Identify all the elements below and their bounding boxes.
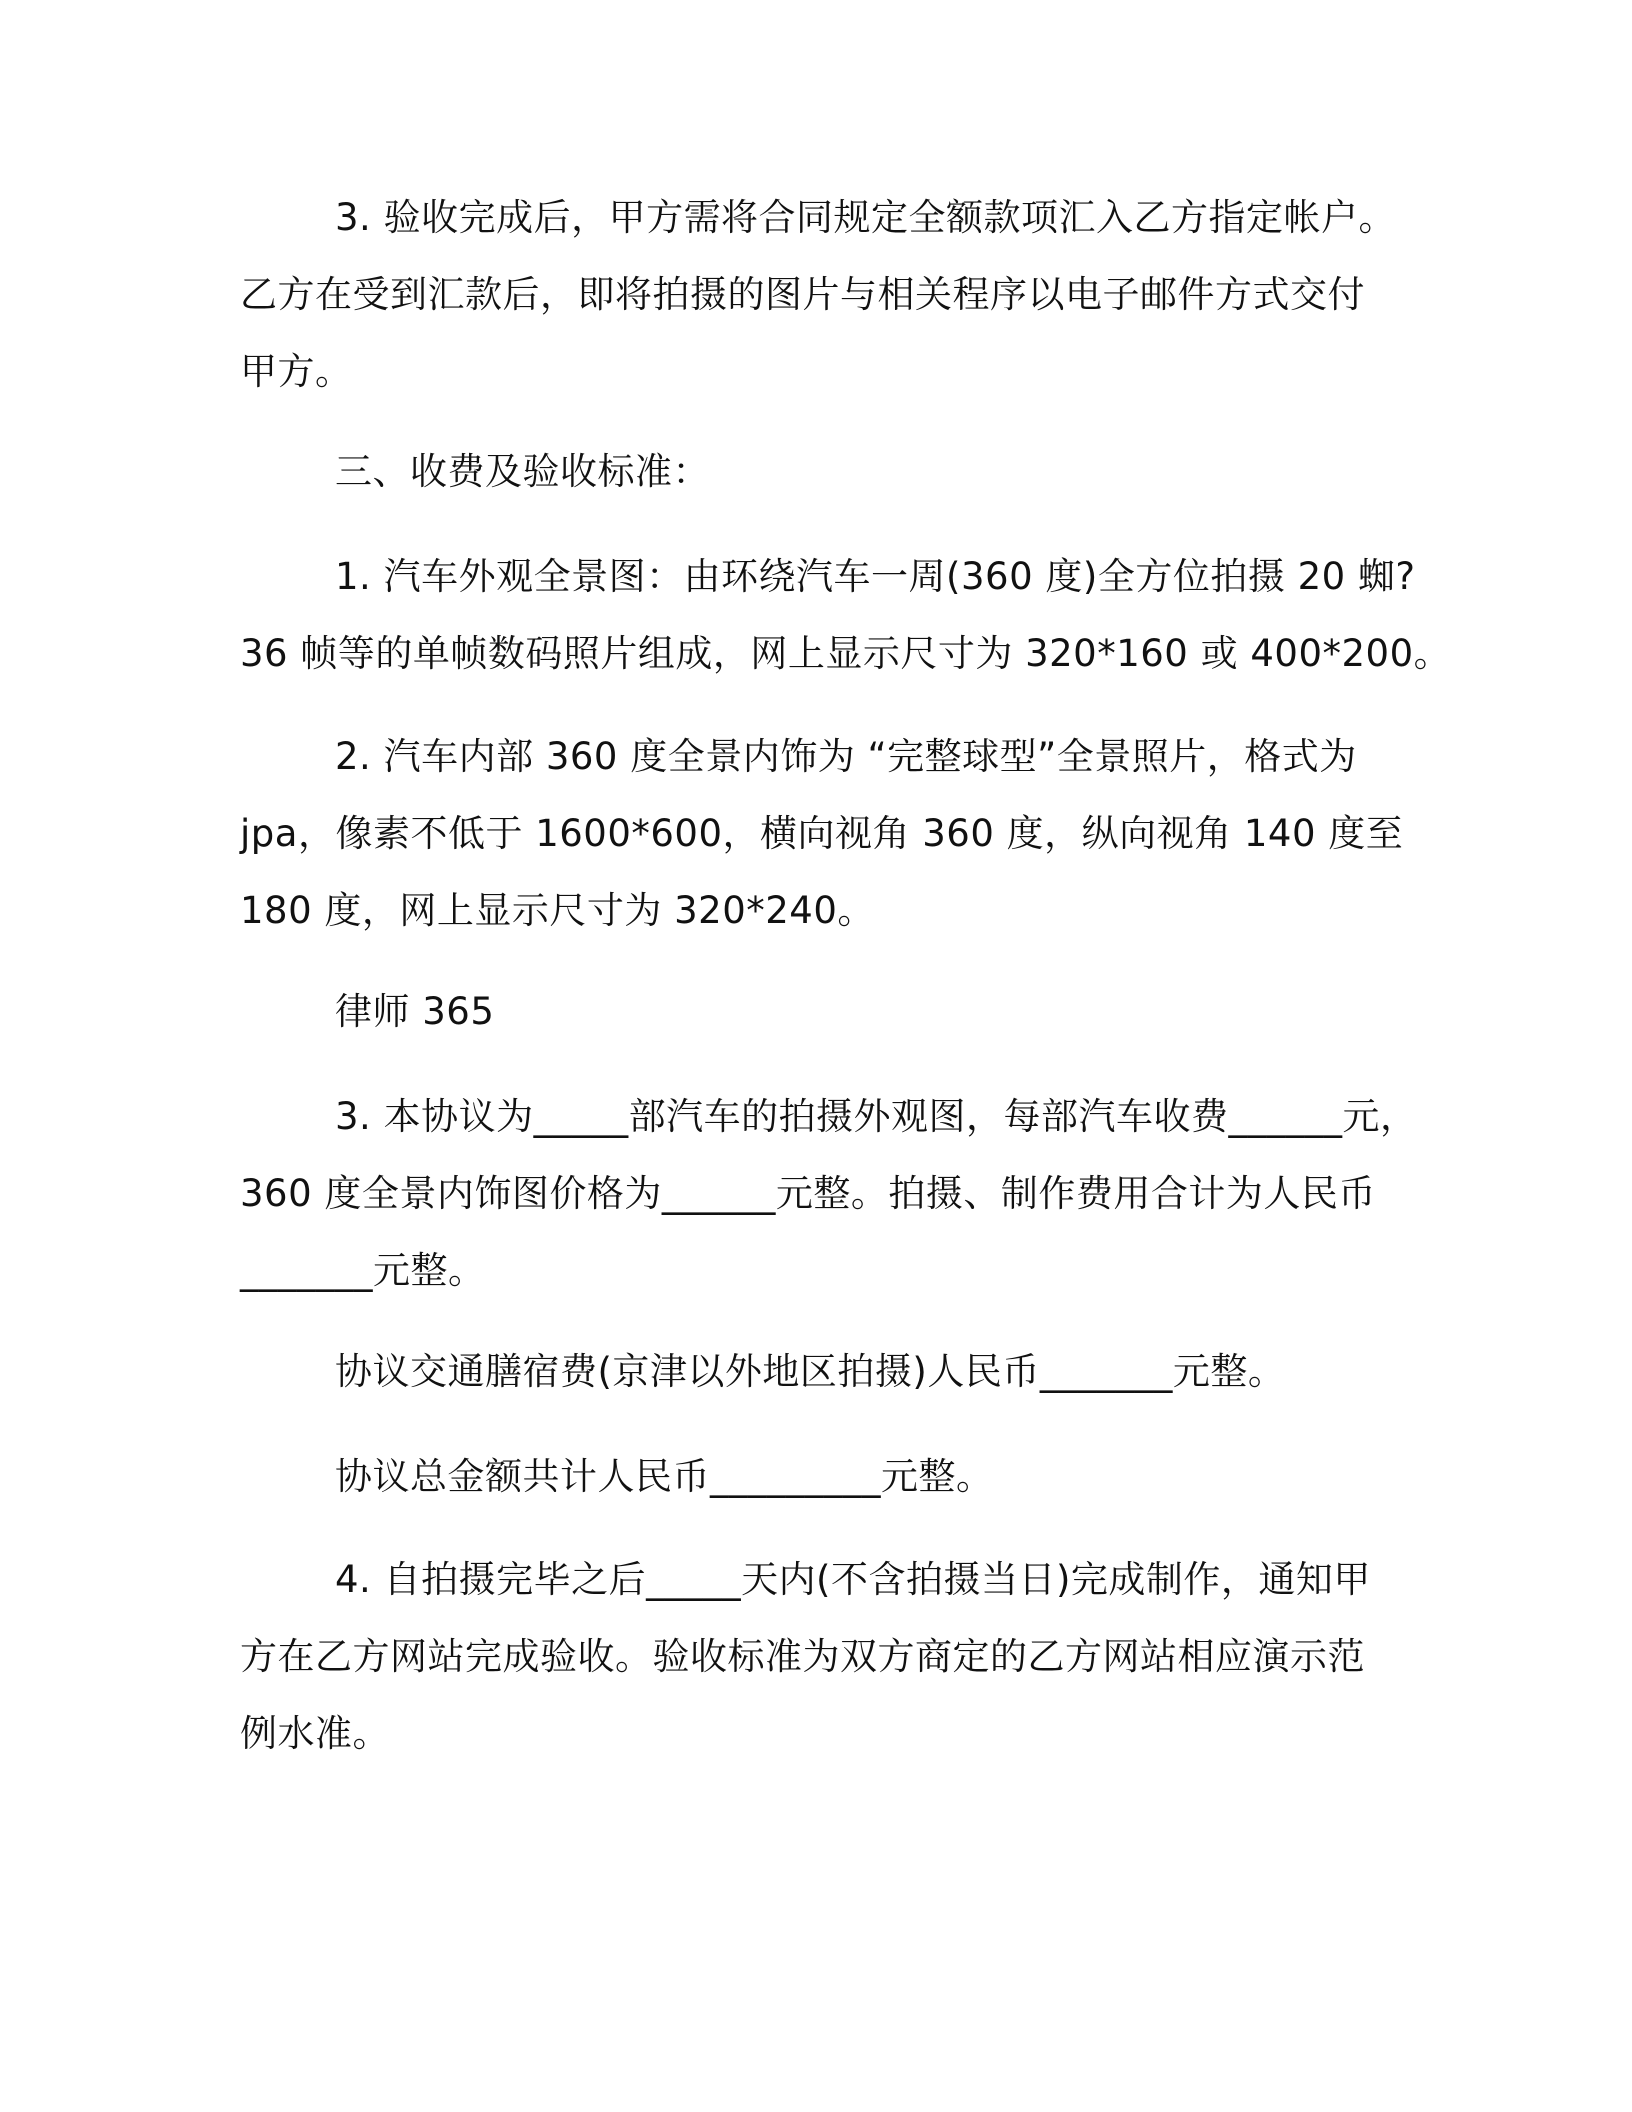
fees-item-1-line-2: 36 帧等的单帧数码照片组成，网上显示尺寸为 320*160 或 400*200。 [240, 632, 1452, 675]
paragraph-3-line-1: 3. 验收完成后，甲方需将合同规定全额款项汇入乙方指定帐户。 [335, 196, 1397, 239]
fees-item-4-line-2: 方在乙方网站完成验收。验收标准为双方商定的乙方网站相应演示范 [240, 1635, 1365, 1678]
transport-fee-line: 协议交通膳宿费(京津以外地区拍摄)人民币_______元整。 [335, 1350, 1286, 1393]
fees-item-1-line-1: 1. 汽车外观全景图：由环绕汽车一周(360 度)全方位拍摄 20 蜘? [335, 555, 1416, 598]
paragraph-3-line-3: 甲方。 [240, 350, 353, 393]
paragraph-3-line-2: 乙方在受到汇款后，即将拍摄的图片与相关程序以电子邮件方式交付 [240, 273, 1365, 316]
fees-item-3-line-2: 360 度全景内饰图价格为______元整。拍摄、制作费用合计为人民币 [240, 1172, 1376, 1215]
fees-item-2-line-3: 180 度，网上显示尺寸为 320*240。 [240, 889, 875, 932]
fees-item-2-line-2: jpa，像素不低于 1600*600，横向视角 360 度，纵向视角 140 度至 [240, 812, 1404, 855]
fees-item-3-line-1: 3. 本协议为_____部汽车的拍摄外观图，每部汽车收费______元， [335, 1095, 1418, 1138]
fees-item-3-line-3: _______元整。 [240, 1249, 486, 1292]
fees-item-2-line-1: 2. 汽车内部 360 度全景内饰为 “完整球型”全景照片，格式为 [335, 735, 1357, 778]
watermark-text: 律师 365 [335, 990, 495, 1033]
fees-item-4-line-1: 4. 自拍摄完毕之后_____天内(不含拍摄当日)完成制作，通知甲 [335, 1558, 1371, 1601]
fees-item-4-line-3: 例水准。 [240, 1712, 390, 1755]
total-amount-line: 协议总金额共计人民币_________元整。 [335, 1455, 994, 1498]
section-heading-fees: 三、收费及验收标准： [335, 450, 710, 493]
